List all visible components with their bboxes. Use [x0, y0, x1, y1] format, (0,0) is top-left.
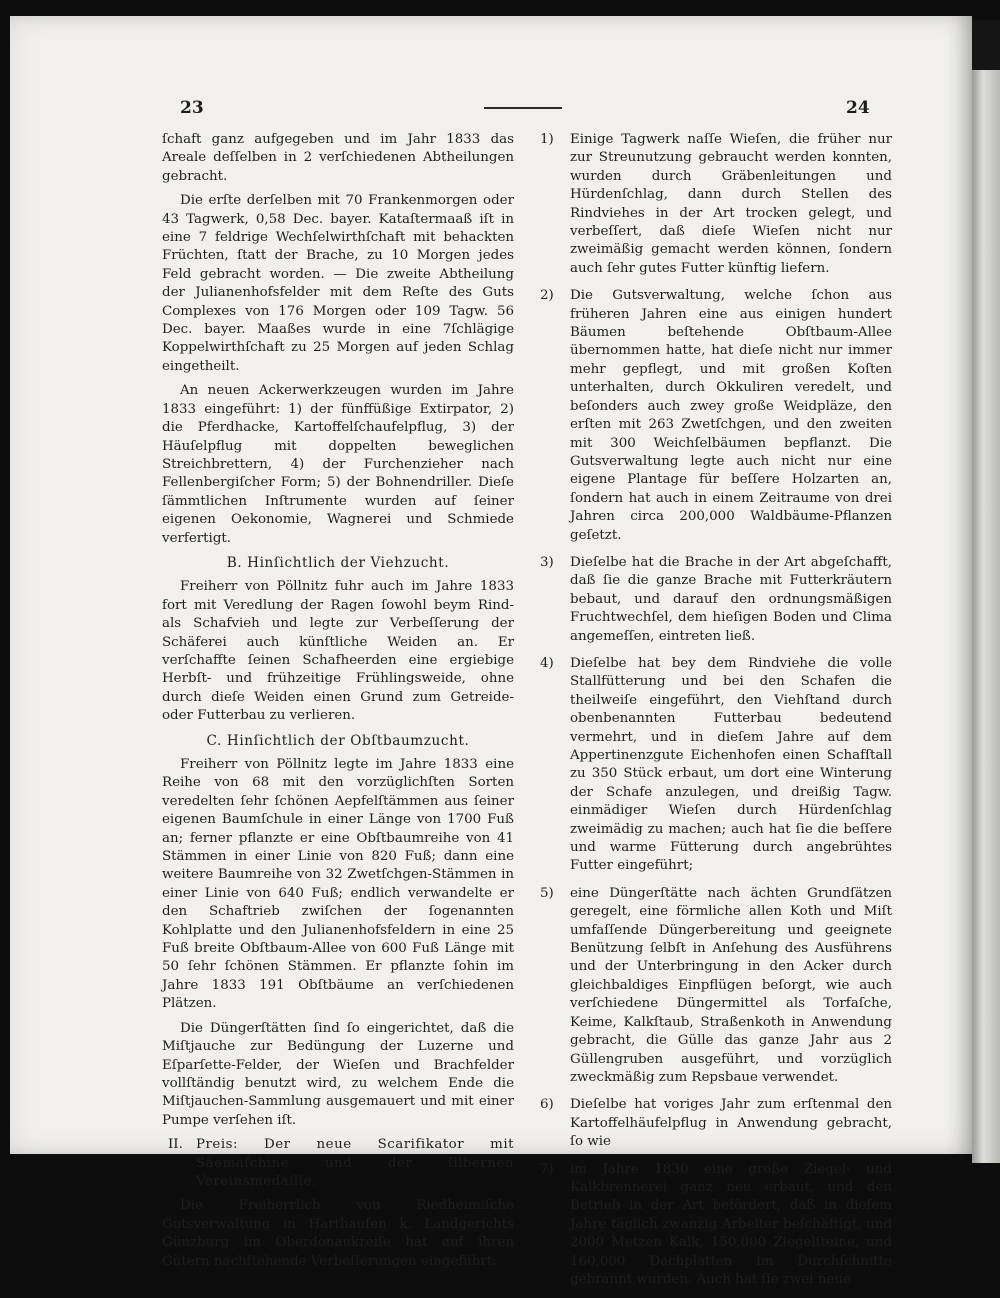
item-number: 5)	[540, 885, 554, 901]
item-text: im Jahre 1830 eine große Ziegel- und Kalkbrennerei ganz neu erbaut, und den Betrieb in der Art befördert, daß in dieſem Jahre täglich zwanzig Arbeiter beſchäftigt, und 2000 Metzen Kalk, 150,000 Ziegelſteine, und 160,000 Dachplatten im Durchſchnitte gebrannt wurden. Auch hat ſie zwei neue	[570, 1161, 892, 1287]
list-item	[540, 655, 892, 876]
header-rule	[484, 107, 562, 109]
page-edge-dark	[972, 20, 1000, 70]
item-text: Dieſelbe hat voriges Jahr zum erſtenmal den Kartoffelhäufelpflug in Anwendung gebracht, ſo wie	[570, 1097, 892, 1150]
paragraph-estate: Die Freiherrlich von Riedheimiſche Gutsverwaltung in Harthauſen k. Landgerichts Günzburg im Oberdonaukreiſe hat auf ihren Gütern nachſtehende Verbeſſerungen eingeführt:	[162, 1198, 514, 1269]
paragraph-tools: An neuen Ackerwerkzeugen wurden im Jahre 1833 eingeführt: 1) der fünffüßige Extirpator, 2) die Pferdhacke, Kartoffelſchaufelpflug, 3) der Häuſelpflug mit doppelten beweglichen Streichbrettern, 4) der Furchenzieher nach Fellenbergiſcher Form; 5) der Bohnendriller. Dieſe ſämmtlichen Inſtrumente wurden auf ſeiner eigenen Oekonomie, Wagnerei und Schmiede verfertigt.	[162, 383, 514, 546]
item-text: Dieſelbe hat bey dem Rindviehe die volle Stallfütterung und bei den Schafen die theilweiſe eingeführt, den Viehſtand durch obenbenannten Futterbau bedeutend vermehrt, und in dieſem Jahre auf dem Appertinenzgute Eichenhofen einen Schafſtall zu 350 Stück erbaut, um dort eine Winterung der Schafe anzulegen, und dreißig Tagw. einmädiger Wieſen durch Hürdenſchlag zweimädig zu machen; auch hat ſie die beſſere und warme Fütterung durch angebrühtes Futter eingeführt;	[570, 655, 892, 874]
prize-text: Preis: Der neue Scarifikator mit Säemaſchine und der ſilbernen Vereinsmedaille.	[196, 1137, 514, 1189]
item-number: 2)	[540, 288, 554, 304]
list-item	[540, 554, 892, 646]
item-text: eine Düngerſtätte nach ächten Grundſätzen geregelt, eine förmliche allen Koth und Miſt umfaſſende Düngerbereitung und geeignete Benützung ſelbſt in Anſehung des Ausführens und der Unterbringung in den Acker durch gleichbaldiges Einpflügen beſorgt, wie auch verſchiedene Düngermittel als Torfaſche, Keime, Kalkſtaub, Straßenkoth in Anwendung gebracht, die Gülle das ganze Jahr aus 2 Güllengruben ausgeführt, und vorzüglich zweckmäßig zum Repsbaue verwendet.	[570, 885, 892, 1085]
list-item	[540, 287, 892, 545]
item-number: 4)	[540, 655, 554, 671]
list-item	[540, 1161, 892, 1290]
page-edge	[972, 70, 1000, 1163]
item-text: Einige Tagwerk naſſe Wieſen, die früher nur zur Streunutzung gebraucht werden konnten, wurden durch Gräbenleitungen und Hürdenſchlag, dann durch Stellen des Rindviehes in der Art trocken gelegt, und verbeſſert, daß dieſe Wieſen nicht nur zweimäßig gemacht werden können, ſondern auch ſehr gutes Futter künftig liefern.	[570, 132, 892, 276]
item-number: 1)	[540, 132, 554, 147]
heading-fruit-trees: C. Hinſichtlich der Obſtbaumzucht.	[206, 732, 470, 749]
heading-livestock: B. Hinſichtlich der Viehzucht.	[226, 554, 450, 571]
prize-label: II.	[168, 1137, 183, 1153]
item-number: 6)	[540, 1097, 554, 1113]
paragraph-livestock: Freiherr von Pöllnitz fuhr auch im Jahre 1833 fort mit Veredlung der Ragen ſowohl beym Rind- als Schafvieh und legte zur Verbeſſerung der Schäferei auch künſtliche Weiden an. Er verſchaffte ſeinen Schafheerden eine ergiebige Herbſt- und frühzeitige Frühlingsweide, ohne durch dieſe Weiden einen Grund zum Getreide- oder Futterbau zu verlieren.	[162, 579, 514, 724]
page-number-right: 24	[846, 98, 870, 118]
paragraph-manure: Die Düngerſtätten ſind ſo eingerichtet, daß die Miſtjauche zur Bedüngung der Luzerne und Eſparſette-Felder, der Wieſen und Brachfelder vollſtändig benutzt wird, zu welchem Ende die Miſtjauchen-Sammlung ausgemauert und mit einer Pumpe verſehen iſt.	[162, 1020, 514, 1128]
list-item	[540, 1096, 892, 1151]
page-number-left: 23	[180, 98, 204, 118]
prize-entry	[162, 1136, 514, 1191]
list-item	[540, 885, 892, 1087]
item-text: Dieſelbe hat die Brache in der Art abgeſchafft, daß ſie die ganze Brache mit Futterkräutern bebaut, und darauf den ordnungsmäßigen Fruchtwechſel, dem hieſigen Boden und Clima angemeſſen, eintreten ließ.	[570, 554, 892, 644]
list-item	[540, 131, 892, 278]
paragraph-intro: ſchaft ganz aufgegeben und im Jahr 1833 das Areale deſſelben in 2 verſchiedenen Abtheilungen gebracht.	[162, 132, 514, 184]
item-text: Die Gutsverwaltung, welche ſchon aus früheren Jahren eine aus einigen hundert Bäumen beſtehende Obſtbaum-Allee übernommen hatte, hat dieſe nicht nur immer mehr gepflegt, und mit großen Koſten unterhalten, durch Okkuliren veredelt, und beſonders auch zwey große Weidpläze, den erſten mit 263 Zwetſchgen, und den zweiten mit 300 Weichſelbäumen bepflanzt. Die Gutsverwaltung legte auch nicht nur eine eigene Plantage für beſſere Holzarten an, ſondern hat auch in einem Zeitraume von drei Jahren circa 200,000 Waldbäume-Pflanzen geſetzt.	[570, 288, 892, 543]
paragraph-fruit-trees: Freiherr von Pöllnitz legte im Jahre 1833 eine Reihe von 68 mit den vorzüglichſten Sorten veredelten ſehr ſchönen Aepfelſtämmen aus ſeiner eigenen Baumſchule in einer Länge von 1700 Fuß an; ferner pflanzte er eine Obſtbaumreihe von 41 Stämmen in einer Linie von 820 Fuß; dann eine weitere Baumreihe von 32 Zwetſchgen-Stämmen in einer Linie von 640 Fuß; endlich verwandelte er den Schaftrieb zwiſchen der ſogenannten Kohlplatte und den Julianenhofsfeldern in eine 25 Fuß breite Obſtbaum-Allee von 600 Fuß Länge mit 50 ſehr ſchönen Stämmen. Er pflanzte ſohin im Jahre 1833 191 Obſtbäume an verſchiedenen Plätzen.	[162, 757, 514, 1012]
item-number: 7)	[540, 1161, 554, 1177]
paragraph-first-division: Die erſte derſelben mit 70 Frankenmorgen oder 43 Tagwerk, 0,58 Dec. bayer. Kataſtermaaß iſt in eine 7 feldrige Wechſelwirthſchaft mit behackten Früchten, ſtatt der Brache, zu 10 Morgen jedes Feld gebracht worden. — Die zweite Abtheilung der Julianenhofsfelder mit dem Reſte des Guts Complexes von 176 Morgen oder 109 Tagw. 56 Dec. bayer. Maaßes wurde in eine 7ſchlägige Koppelwirthſchaft zu 25 Morgen auf jeden Schlag eingetheilt.	[162, 193, 514, 374]
right-column	[540, 131, 892, 1298]
left-column	[162, 131, 514, 1277]
item-number: 3)	[540, 554, 554, 570]
